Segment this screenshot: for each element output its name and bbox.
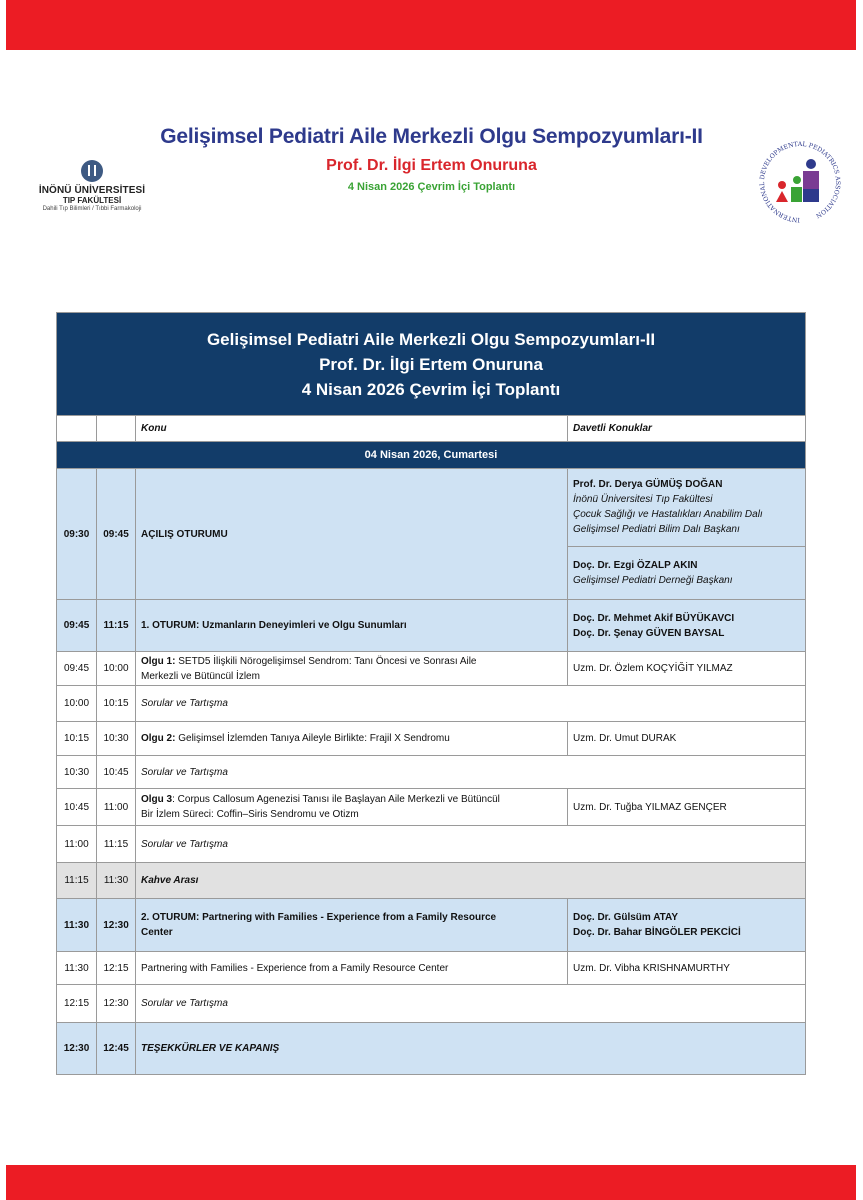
chairs-cell [568, 600, 806, 652]
time-end: 11:00 [97, 789, 136, 826]
time-end: 10:30 [97, 722, 136, 756]
time-end: 09:45 [97, 469, 136, 600]
day-header-row [57, 442, 806, 469]
session-label: 1. OTURUM: [141, 620, 200, 631]
qa-topic: Sorular ve Tartışma [136, 985, 806, 1023]
banner-line3: 4 Nisan 2026 Çevrim İçi Toplantı [301, 379, 561, 399]
table-row-opening [57, 469, 806, 547]
qa-topic: Sorular ve Tartışma [136, 826, 806, 863]
case-topic [136, 789, 568, 826]
session-topic [136, 899, 568, 952]
speaker-cell [568, 469, 806, 547]
day-label: 04 Nisan 2026, Cumartesi [57, 442, 806, 469]
speaker-cell [568, 546, 806, 599]
table-row-qa4 [57, 985, 806, 1023]
time-start: 09:45 [57, 652, 97, 686]
speaker-name: Uzm. Dr. Vibha KRISHNAMURTHY [568, 952, 806, 985]
case-title: : Corpus Callosum Agenezisi Tanısı ile Başlayan Aile Merkezli ve Bütüncül [172, 794, 500, 805]
time-start: 09:45 [57, 600, 97, 652]
time-start: 10:00 [57, 686, 97, 722]
time-end: 11:15 [97, 600, 136, 652]
bottom-red-band [6, 1165, 856, 1200]
case-label: Olgu 3 [141, 794, 173, 805]
time-end: 12:30 [97, 985, 136, 1023]
time-end: 10:45 [97, 756, 136, 789]
table-row-case2 [57, 722, 806, 756]
case-title: Gelişimsel İzlemden Tanıya Aileyle Birlikte: Frajil X Sendromu [175, 733, 450, 744]
time-end: 11:15 [97, 826, 136, 863]
session-title: Uzmanların Deneyimleri ve Olgu Sunumları [199, 620, 407, 631]
case-label: Olgu 2: [141, 733, 176, 744]
table-row-qa2 [57, 756, 806, 789]
banner-line1: Gelişimsel Pediatri Aile Merkezli Olgu Sempozyumları-II [206, 329, 656, 349]
developmental-pediatrics-association-logo [745, 130, 855, 235]
program-schedule-table [56, 312, 806, 1075]
case-title-cont: Bir İzlem Süreci: Coffin–Siris Sendromu ve Otizm [141, 809, 359, 820]
speaker-name: Uzm. Dr. Özlem KOÇYİĞİT YILMAZ [568, 652, 806, 686]
time-end: 12:30 [97, 899, 136, 952]
session-topic: AÇILIŞ OTURUMU [136, 469, 568, 600]
time-start: 10:30 [57, 756, 97, 789]
session-topic [136, 600, 568, 652]
session-title-cont: Center [141, 927, 173, 938]
time-end: 10:15 [97, 686, 136, 722]
logo-left-line2: TIP FAKÜLTESİ [62, 196, 122, 205]
column-header-row [57, 416, 806, 442]
time-start: 09:30 [57, 469, 97, 600]
top-red-band [6, 0, 856, 50]
case-topic [136, 722, 568, 756]
time-start: 12:30 [57, 1023, 97, 1075]
speaker-role: Gelişimsel Pediatri Bilim Dalı Başkanı [573, 524, 740, 536]
logo-left-line3: Dahili Tıp Bilimleri / Tıbbi Farmakoloji [42, 206, 142, 212]
case-title: SETD5 İlişkili Nörogelişimsel Sendrom: Tanı Öncesi ve Sonrası Aile [175, 655, 477, 667]
speaker-name: Doç. Dr. Ezgi ÖZALP AKIN [573, 559, 698, 571]
column-guests: Davetli Konuklar [568, 416, 806, 442]
chairs-cell [568, 899, 806, 952]
time-start: 11:00 [57, 826, 97, 863]
table-row-case3 [57, 789, 806, 826]
time-start: 10:45 [57, 789, 97, 826]
table-row-talk [57, 952, 806, 985]
speaker-role: Gelişimsel Pediatri Derneği Başkanı [573, 574, 733, 586]
session-title: 2. OTURUM: Partnering with Families - Experience from a Family Resource [141, 912, 497, 923]
table-row-case1 [57, 652, 806, 686]
closing-topic: TEŞEKKÜRLER VE KAPANIŞ [136, 1023, 806, 1075]
time-start: 12:15 [57, 985, 97, 1023]
page-title: Gelişimsel Pediatri Aile Merkezli Olgu Sempozyumları-II [160, 125, 703, 148]
logo-left-line1: İNÖNÜ ÜNİVERSİTESİ [38, 185, 146, 196]
speaker-name: Uzm. Dr. Tuğba YILMAZ GENÇER [568, 789, 806, 826]
table-row-coffee-break [57, 863, 806, 899]
speaker-name: Prof. Dr. Derya GÜMÜŞ DOĞAN [573, 479, 723, 491]
speaker-role: İnönü Üniversitesi Tıp Fakültesi [573, 494, 713, 506]
table-row-qa3 [57, 826, 806, 863]
case-topic [136, 652, 568, 686]
column-topic: Konu [136, 416, 568, 442]
time-start: 11:30 [57, 899, 97, 952]
time-start: 11:30 [57, 952, 97, 985]
speaker-role: Çocuk Sağlığı ve Hastalıkları Anabilim Dalı [573, 509, 763, 521]
qa-topic: Sorular ve Tartışma [136, 756, 806, 789]
chair-name: Doç. Dr. Mehmet Akif BÜYÜKAVCI [573, 612, 735, 624]
talk-topic: Partnering with Families - Experience from a Family Resource Center [136, 952, 568, 985]
table-row-session1 [57, 600, 806, 652]
association-ring-text: INTERNATIONAL DEVELOPMENTAL PEDIATRICS ASSOCIATION [758, 140, 842, 224]
time-end: 11:30 [97, 863, 136, 899]
time-start: 10:15 [57, 722, 97, 756]
case-label: Olgu 1: [141, 655, 176, 667]
qa-topic: Sorular ve Tartışma [136, 686, 806, 722]
table-row-closing [57, 1023, 806, 1075]
time-end: 10:00 [97, 652, 136, 686]
schedule-banner [57, 313, 806, 416]
table-row-session2 [57, 899, 806, 952]
association-emblem-icon [745, 130, 855, 235]
chair-name: Doç. Dr. Şenay GÜVEN BAYSAL [573, 627, 725, 639]
table-row-qa1 [57, 686, 806, 722]
time-start: 11:15 [57, 863, 97, 899]
page-date-line: 4 Nisan 2026 Çevrim İçi Toplantı [347, 181, 516, 193]
time-end: 12:45 [97, 1023, 136, 1075]
chair-name: Doç. Dr. Bahar BİNGÖLER PEKCİCİ [573, 927, 741, 938]
break-topic: Kahve Arası [136, 863, 806, 899]
speaker-name: Uzm. Dr. Umut DURAK [568, 722, 806, 756]
chair-name: Doç. Dr. Gülsüm ATAY [573, 912, 679, 923]
time-end: 12:15 [97, 952, 136, 985]
banner-line2: Prof. Dr. İlgi Ertem Onuruna [319, 354, 543, 374]
case-title-cont: Merkezli ve Bütüncül İzlem [141, 670, 260, 682]
page-subtitle: Prof. Dr. İlgi Ertem Onuruna [326, 157, 537, 174]
